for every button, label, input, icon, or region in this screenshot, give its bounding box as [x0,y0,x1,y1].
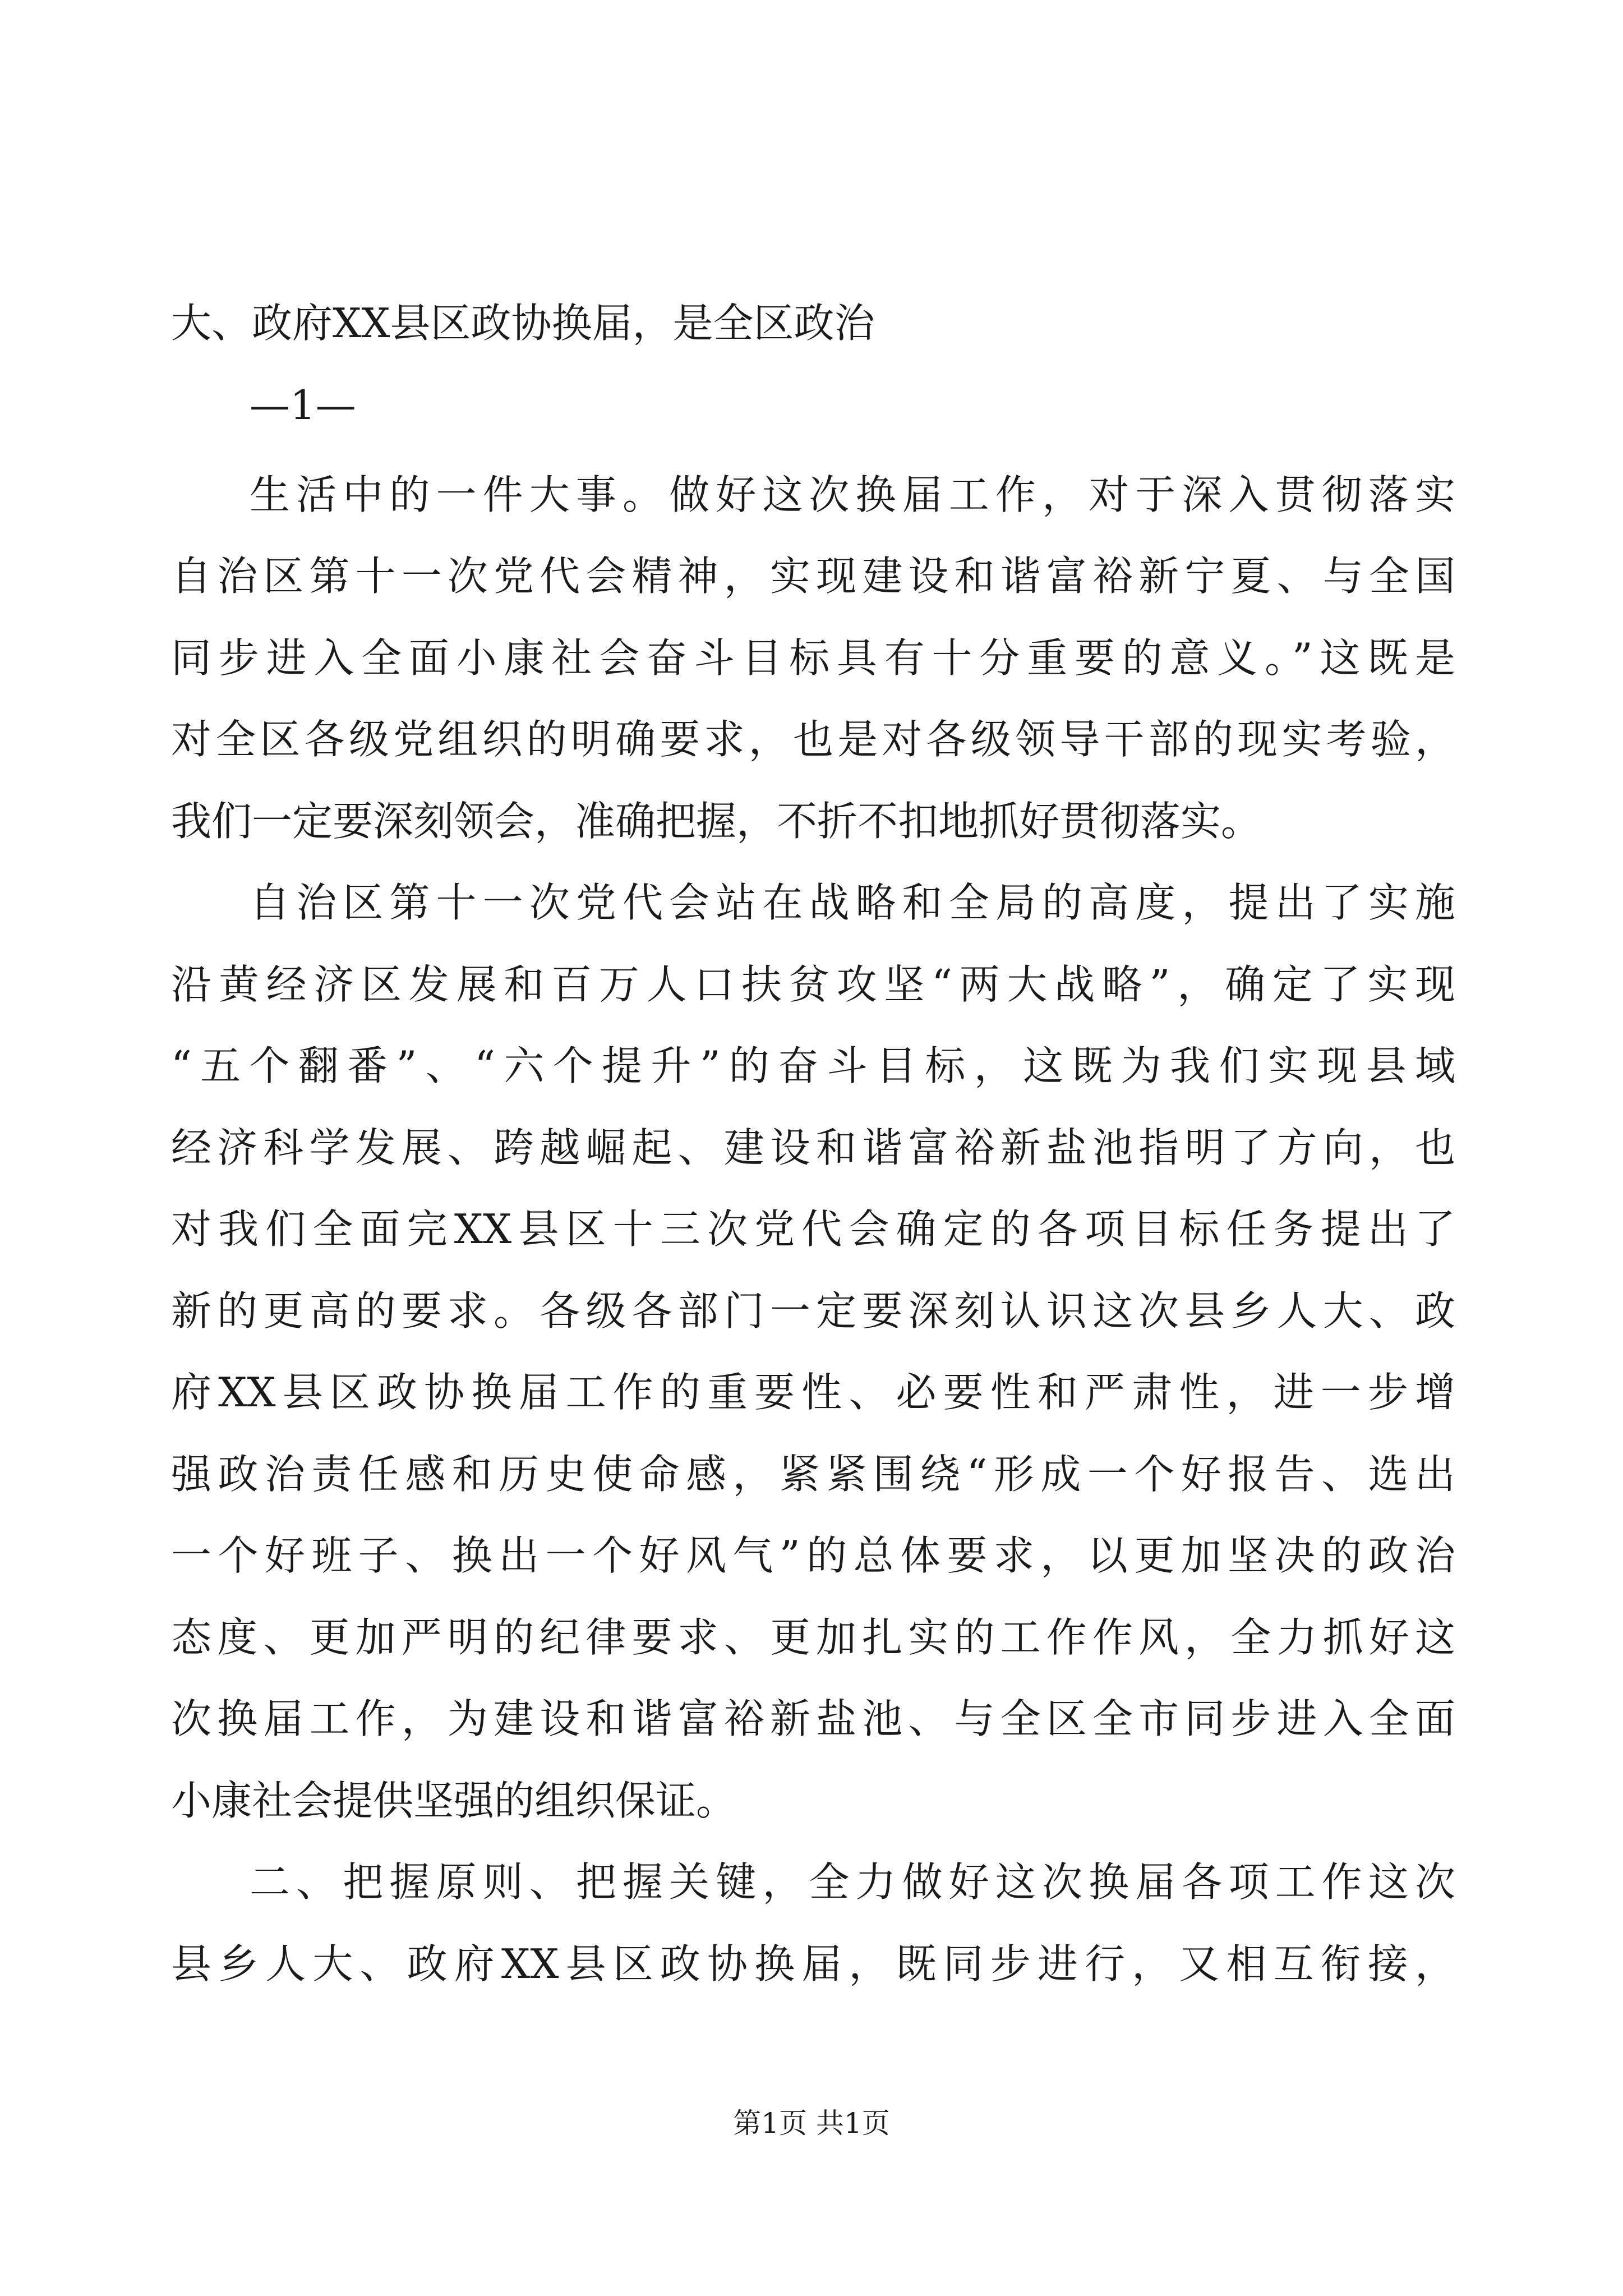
page-footer: 第1页 共1页 [733,2107,890,2139]
inline-page-marker: —1— [250,381,356,429]
text-line: 同步进入全面小康社会奋斗目标具有十分重要的意义。”这既是 [171,634,1455,682]
text-line: 府XX县区政协换届工作的重要性、必要性和严肃性，进一步增 [171,1369,1455,1416]
text-line: 二、把握原则、把握关键，全力做好这次换届各项工作这次 [250,1858,1455,1906]
text-line: 强政治责任感和历史使命感，紧紧围绕“形成一个好报告、选出 [171,1451,1455,1498]
text-line: “五个翻番”、“六个提升”的奋斗目标，这既为我们实现县域 [171,1042,1455,1089]
text-line: 自治区第十一次党代会精神，实现建设和谐富裕新宁夏、与全国 [171,553,1455,600]
text-line: 我们一定要深刻领会，准确把握，不折不扣地抓好贯彻落实。 [171,798,1262,845]
text-line: 态度、更加严明的纪律要求、更加扎实的工作作风，全力抓好这 [171,1614,1455,1661]
text-line: 小康社会提供坚强的组织保证。 [171,1777,737,1824]
text-line: 沿黄经济区发展和百万人口扶贫攻坚“两大战略”，确定了实现 [171,961,1455,1008]
text-line: 次换届工作，为建设和谐富裕新盐池、与全区全市同步进入全面 [171,1695,1455,1742]
text-line: 县乡人大、政府XX县区政协换届，既同步进行，又相互衔接， [171,1940,1455,1987]
text-line: 对我们全面完XX县区十三次党代会确定的各项目标任务提出了 [171,1205,1455,1253]
text-line: 一个好班子、换出一个好风气”的总体要求，以更加坚决的政治 [171,1532,1455,1579]
text-line: 自治区第十一次党代会站在战略和全局的高度，提出了实施 [250,879,1455,926]
text-line: 生活中的一件大事。做好这次换届工作，对于深入贯彻落实 [250,471,1455,518]
text-line: 对全区各级党组织的明确要求，也是对各级领导干部的现实考验， [171,716,1455,763]
text-line: 经济科学发展、跨越崛起、建设和谐富裕新盐池指明了方向，也 [171,1124,1455,1171]
text-line: 新的更高的要求。各级各部门一定要深刻认识这次县乡人大、政 [171,1287,1455,1335]
text-line: 大、政府XX县区政协换届，是全区政治 [171,300,875,347]
